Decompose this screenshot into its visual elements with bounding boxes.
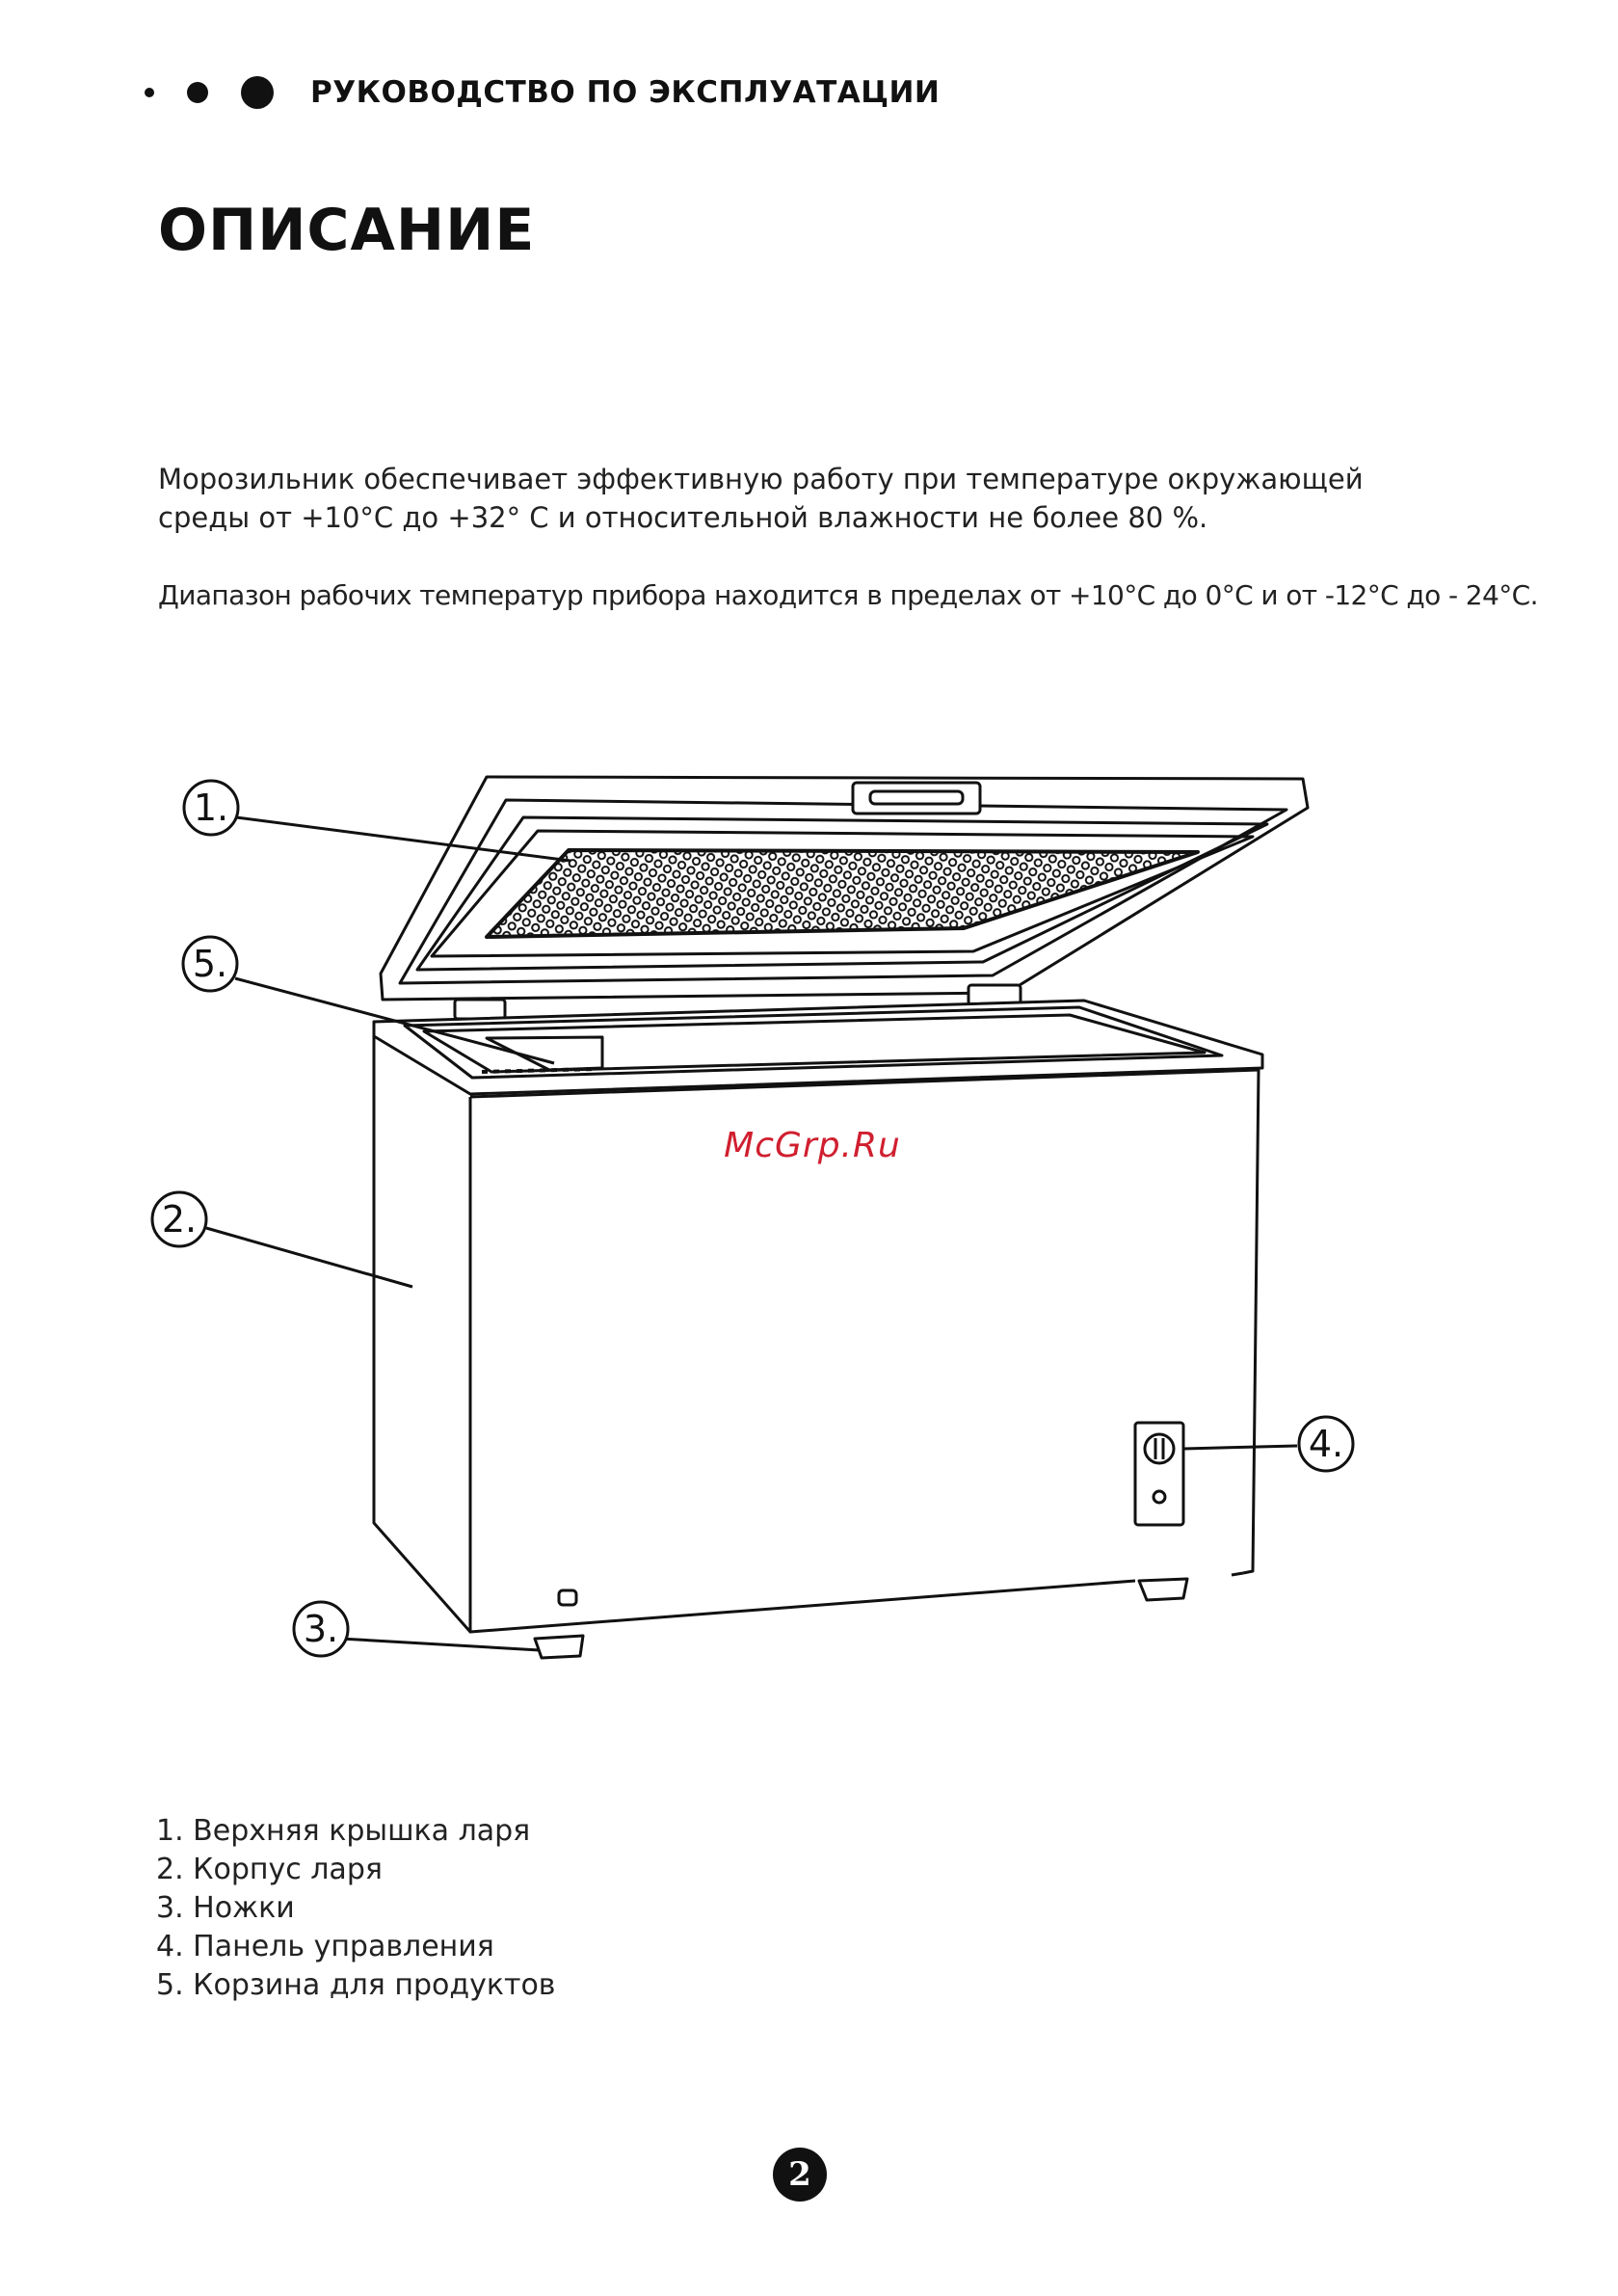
body-illustration <box>374 1001 1262 1658</box>
lid-illustration <box>381 777 1308 1019</box>
small-dot-icon <box>145 88 154 97</box>
callout-2 <box>152 1192 206 1246</box>
page-title: ОПИСАНИЕ <box>158 197 536 264</box>
legend-item: 5. Корзина для продуктов <box>156 1968 556 2002</box>
callout-4-label: 4. <box>1308 1423 1344 1465</box>
callout-5-label: 5. <box>192 943 228 985</box>
callout-3-label: 3. <box>303 1608 339 1650</box>
callout-2-label: 2. <box>161 1198 198 1241</box>
legend-item: 1. Верхняя крышка ларя <box>156 1814 531 1848</box>
intro-paragraph-1: Морозильник обеспечивает эффективную работу при температуре окружающей среды от +10°С до +32° С и относительной влажности не более 80 %. <box>158 463 1364 534</box>
header-title: РУКОВОДСТВО ПО ЭКСПЛУАТАЦИИ <box>310 75 941 110</box>
legend-item: 4. Панель управления <box>156 1930 494 1963</box>
legend-item: 3. Ножки <box>156 1891 295 1925</box>
callout-1-label: 1. <box>193 787 229 829</box>
callout-1 <box>184 781 238 835</box>
intro-paragraph-2: Диапазон рабочих температур прибора находится в пределах от +10°С до 0°С и от -12°С до - 24°С. <box>158 579 1538 611</box>
legend-item: 2. Корпус ларя <box>156 1853 383 1886</box>
callout-5 <box>183 937 237 991</box>
medium-dot-icon <box>187 82 208 103</box>
chest-freezer-diagram <box>0 742 1618 1706</box>
watermark: McGrp.Ru <box>724 1126 901 1165</box>
page-header <box>145 73 940 112</box>
callout-4 <box>1299 1417 1353 1471</box>
parts-legend <box>156 1812 555 2005</box>
callout-3 <box>294 1602 348 1656</box>
large-dot-icon <box>241 76 274 109</box>
page-number: 2 <box>773 2148 827 2202</box>
